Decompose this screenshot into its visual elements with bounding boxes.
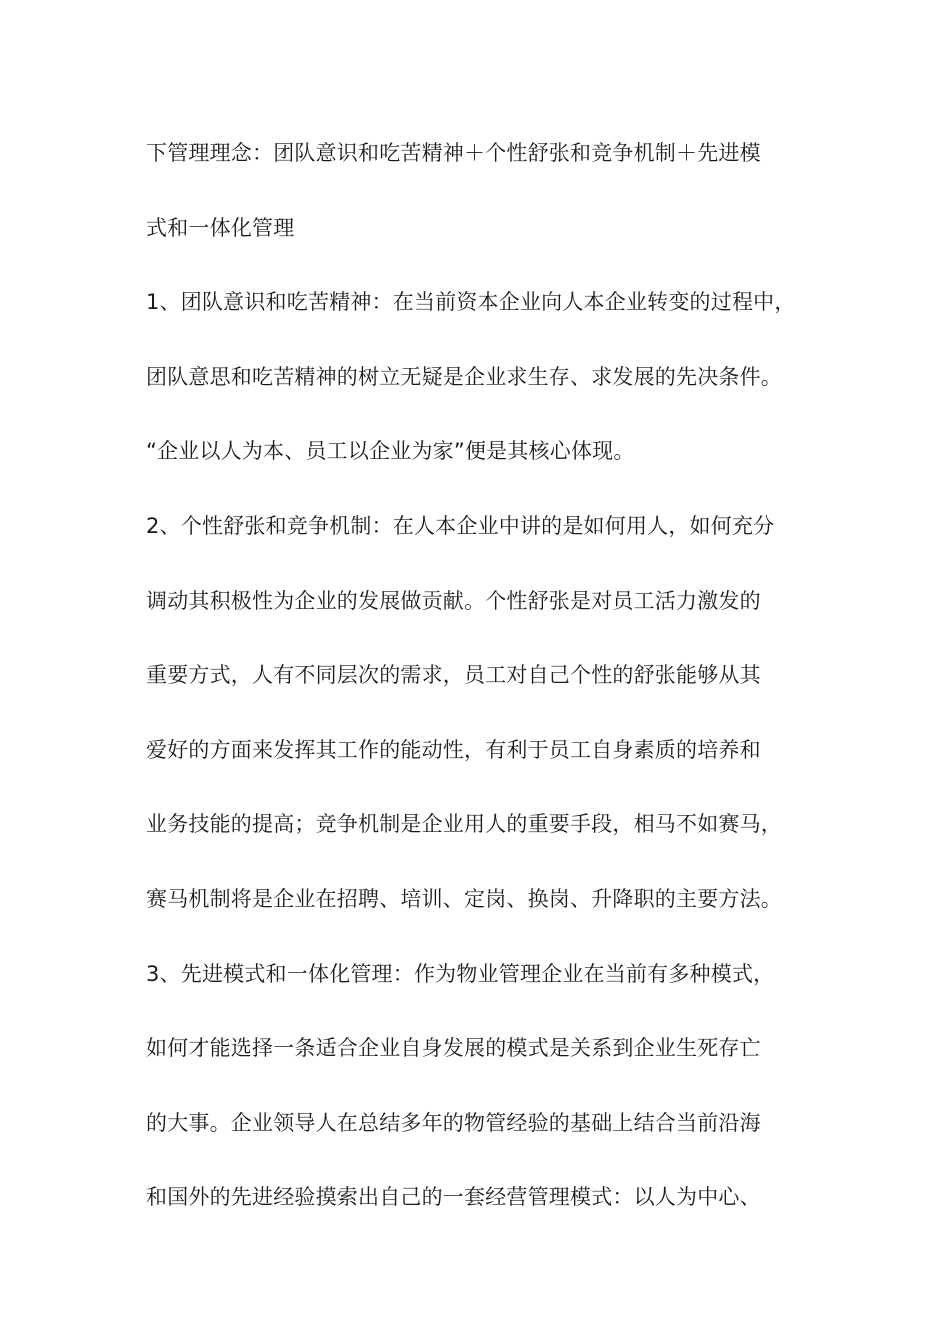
text-line: 调动其积极性为企业的发展做贡献。个性舒张是对员工活力激发的: [146, 588, 761, 613]
text-line: 和国外的先进经验摸索出自己的一套经营管理模式：以人为中心、: [146, 1185, 761, 1210]
body-text: [146, 131, 846, 1250]
text-line: 1、团队意识和吃苦精神：在当前资本企业向人本企业转变的过程中，: [146, 290, 796, 315]
text-line: 式和一体化管理: [146, 215, 295, 240]
text-line: 下管理理念：团队意识和吃苦精神＋个性舒张和竞争机制＋先进模: [146, 141, 761, 165]
text-line: 3、先进模式和一体化管理：作为物业管理企业在当前有多种模式，: [146, 961, 775, 986]
text-line: 2、个性舒张和竞争机制：在人本企业中讲的是如何用人，如何充分: [146, 513, 775, 538]
text-line: 爱好的方面来发挥其工作的能动性，有利于员工自身素质的培养和: [146, 737, 761, 762]
text-line: 的大事。企业领导人在总结多年的物管经验的基础上结合当前沿海: [146, 1110, 761, 1135]
text-line: 赛马机制将是企业在招聘、培训、定岗、换岗、升降职的主要方法。: [146, 886, 782, 911]
text-line: “企业以人为本、员工以企业为家”便是其核心体现。: [146, 439, 635, 464]
text-line: 团队意思和吃苦精神的树立无疑是企业求生存、求发展的先决条件。: [146, 364, 782, 389]
text-line: 重要方式，人有不同层次的需求，员工对自己个性的舒张能够从其: [146, 663, 761, 688]
text-line: 业务技能的提高；竞争机制是企业用人的重要手段，相马不如赛马，: [146, 812, 782, 837]
text-line: 如何才能选择一条适合企业自身发展的模式是关系到企业生死存亡: [146, 1036, 761, 1061]
